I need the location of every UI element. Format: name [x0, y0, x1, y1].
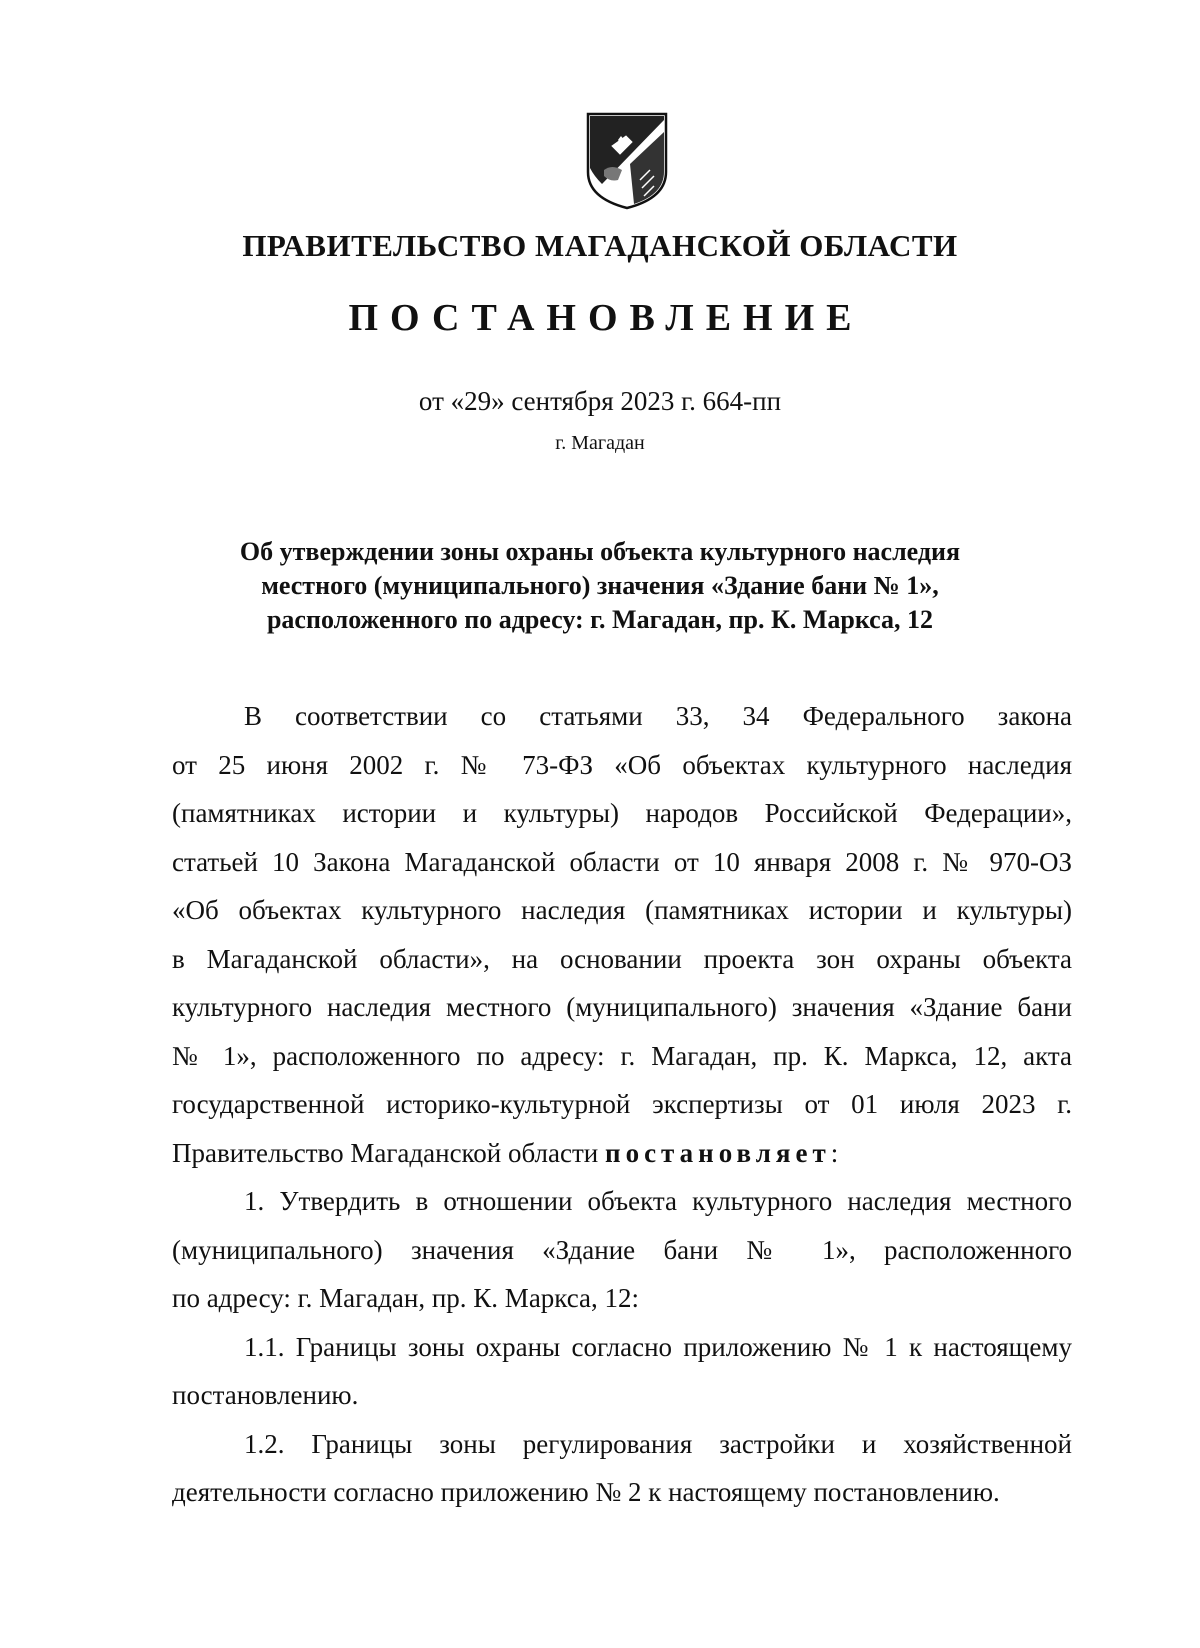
item-1-1-line: 1.1. Границы зоны охраны согласно приложению № 1 к настоящему [244, 1331, 1072, 1362]
preamble-line: № 1», расположенного по адресу: г. Магадан, пр. К. Маркса, 12, акта [172, 1040, 1072, 1071]
resolves-word: постановляет [605, 1137, 831, 1168]
preamble-line: в Магаданской области», на основании проекта зон охраны объекта [172, 943, 1072, 974]
preamble-line: «Об объектах культурного наследия (памятниках истории и культуры) [172, 895, 1072, 925]
title-line: местного (муниципального) значения «Здание бани № 1», [261, 571, 939, 600]
item-1-line: (муниципального) значения «Здание бани № 1», расположенного [172, 1234, 1072, 1265]
item-1-2-line: деятельности согласно приложению № 2 к настоящему постановлению. [172, 1477, 1000, 1507]
document-title [120, 535, 1080, 637]
preamble-paragraph [172, 692, 1072, 1177]
preamble-line-prefix: Правительство Магаданской области [172, 1137, 606, 1168]
preamble-line: статьей 10 Закона Магаданской области от 10 января 2008 г. № 970-ОЗ [172, 846, 1072, 877]
item-1 [172, 1177, 1072, 1323]
preamble-line: от 25 июня 2002 г. № 73-ФЗ «Об объектах культурного наследия [172, 749, 1072, 780]
title-line: Об утверждении зоны охраны объекта культурного наследия [239, 537, 961, 566]
preamble-line-suffix: : [830, 1137, 839, 1168]
document-city: г. Магадан [555, 432, 645, 454]
coat-of-arms-icon [582, 110, 672, 210]
item-1-1-line: постановлению. [172, 1380, 359, 1410]
item-1-line: по адресу: г. Магадан, пр. К. Маркса, 12: [172, 1283, 640, 1313]
preamble-line: В соответствии со статьями 33, 34 Федерального закона [244, 701, 1072, 731]
item-1-2-line: 1.2. Границы зоны регулирования застройки и хозяйственной [244, 1428, 1072, 1459]
government-name: ПРАВИТЕЛЬСТВО МАГАДАНСКОЙ ОБЛАСТИ [242, 228, 958, 263]
title-line: расположенного по адресу: г. Магадан, пр. К. Маркса, 12 [266, 605, 934, 634]
preamble-line: (памятниках истории и культуры) народов Российской Федерации», [172, 798, 1072, 828]
preamble-line: государственной историко-культурной экспертизы от 01 июля 2023 г. [172, 1089, 1072, 1119]
item-1-line: 1. Утвердить в отношении объекта культурного наследия местного [244, 1186, 1072, 1216]
preamble-last-line [172, 1129, 1072, 1178]
document-body [172, 692, 1072, 1517]
item-1-1 [172, 1323, 1072, 1420]
preamble-line: культурного наследия местного (муниципального) значения «Здание бани [172, 992, 1072, 1022]
document-date-number: от «29» сентября 2023 г. 664-пп [418, 386, 782, 416]
document-type: ПОСТАНОВЛЕНИЕ [348, 297, 864, 339]
item-1-2 [172, 1420, 1072, 1517]
